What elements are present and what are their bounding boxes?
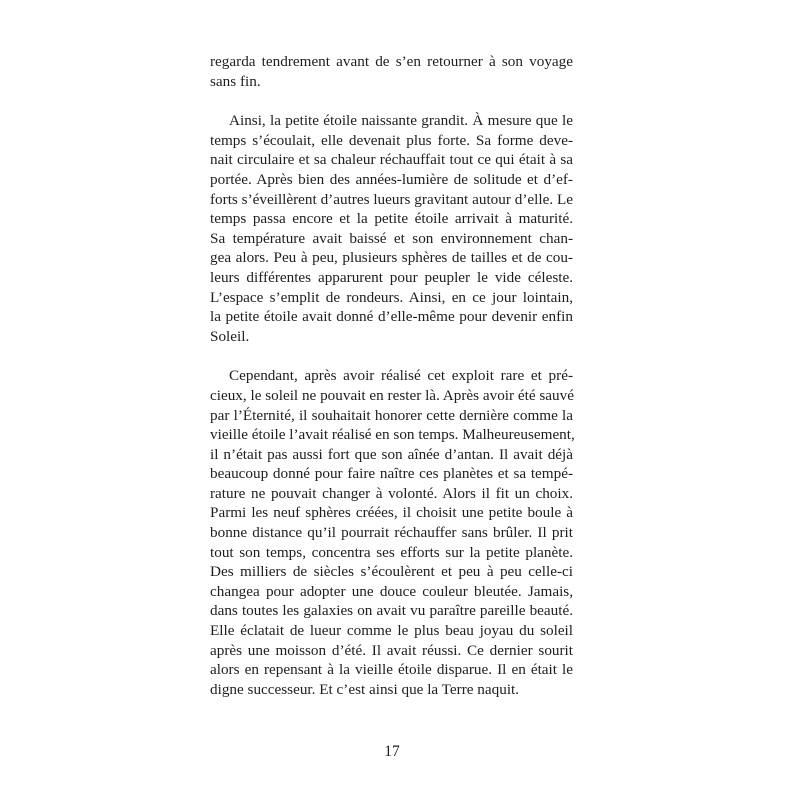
text-line: sans fin.: [210, 72, 261, 90]
text-line: Des milliers de siècles s’écoulèrent et peu à peu celle-ci: [210, 563, 573, 581]
text-line: gea alors. Peu à peu, plusieurs sphères de tailles et de cou-: [210, 249, 573, 267]
text-line: beaucoup donné pour faire naître ces planètes et sa tempé-: [210, 465, 573, 483]
text-line: temps s’écoulait, elle devenait plus forte. Sa forme deve-: [210, 131, 573, 149]
text-line: portée. Après bien des années-lumière de solitude et d’ef-: [210, 170, 573, 188]
text-line: par l’Éternité, il souhaitait honorer cette dernière comme la: [210, 406, 573, 424]
text-line: cieux, le soleil ne pouvait en rester là. Après avoir été sauvé: [210, 386, 574, 404]
text-line: après une moisson d’été. Il avait réussi. Ce dernier sourit: [210, 641, 573, 659]
text-line: Sa température avait baissé et son environnement chan-: [210, 229, 573, 247]
text-line: Cependant, après avoir réalisé cet exploit rare et pré-: [229, 367, 573, 385]
text-line: L’espace s’emplit de rondeurs. Ainsi, en ce jour lointain,: [210, 288, 573, 306]
text-line: dans toutes les galaxies on avait vu paraître pareille beauté.: [210, 602, 573, 620]
body-text: [210, 52, 573, 699]
paragraph-gap: [210, 346, 573, 366]
text-line: il n’était pas aussi fort que son aînée d’antan. Il avait déjà: [210, 445, 573, 463]
paragraph-3: [210, 366, 573, 699]
paragraph-2: [210, 111, 573, 346]
page-number: 17: [384, 743, 400, 760]
text-line: temps passa encore et la petite étoile arrivait à maturité.: [210, 210, 573, 228]
text-line: la petite étoile avait donné d’elle-même pour devenir enfin: [210, 308, 573, 326]
text-line: bonne distance qu’il pourrait réchauffer sans brûler. Il prit: [210, 524, 573, 542]
text-line: Elle éclatait de lueur comme le plus beau joyau du soleil: [210, 622, 573, 640]
text-line: vieille étoile l’avait réalisé en son temps. Malheureusement,: [210, 426, 575, 444]
text-line: Ainsi, la petite étoile naissante grandit. À mesure que le: [229, 112, 573, 130]
text-line: forts s’éveillèrent d’autres lueurs gravitant autour d’elle. Le: [210, 190, 573, 208]
text-line: rature ne pouvait changer à volonté. Alors il fit un choix.: [210, 484, 573, 502]
paragraph-gap: [210, 91, 573, 111]
text-line: alors en repensant à la vieille étoile disparue. Il en était le: [210, 661, 573, 679]
text-line: nait circulaire et sa chaleur réchauffait tout ce qui était à sa: [210, 151, 573, 169]
text-line: digne successeur. Et c’est ainsi que la Terre naquit.: [210, 680, 520, 698]
text-line: tout son temps, concentra ses efforts sur la petite planète.: [210, 543, 573, 561]
text-line: changea pour adopter une douce couleur bleutée. Jamais,: [210, 582, 573, 600]
text-line: Soleil.: [210, 327, 250, 345]
paragraph-1: [210, 52, 573, 91]
text-line: regarda tendrement avant de s’en retourner à son voyage: [210, 53, 573, 70]
text-line: Parmi les neuf sphères créées, il choisit une petite boule à: [210, 504, 573, 522]
text-line: leurs différentes apparurent pour peupler le vide céleste.: [210, 268, 573, 286]
